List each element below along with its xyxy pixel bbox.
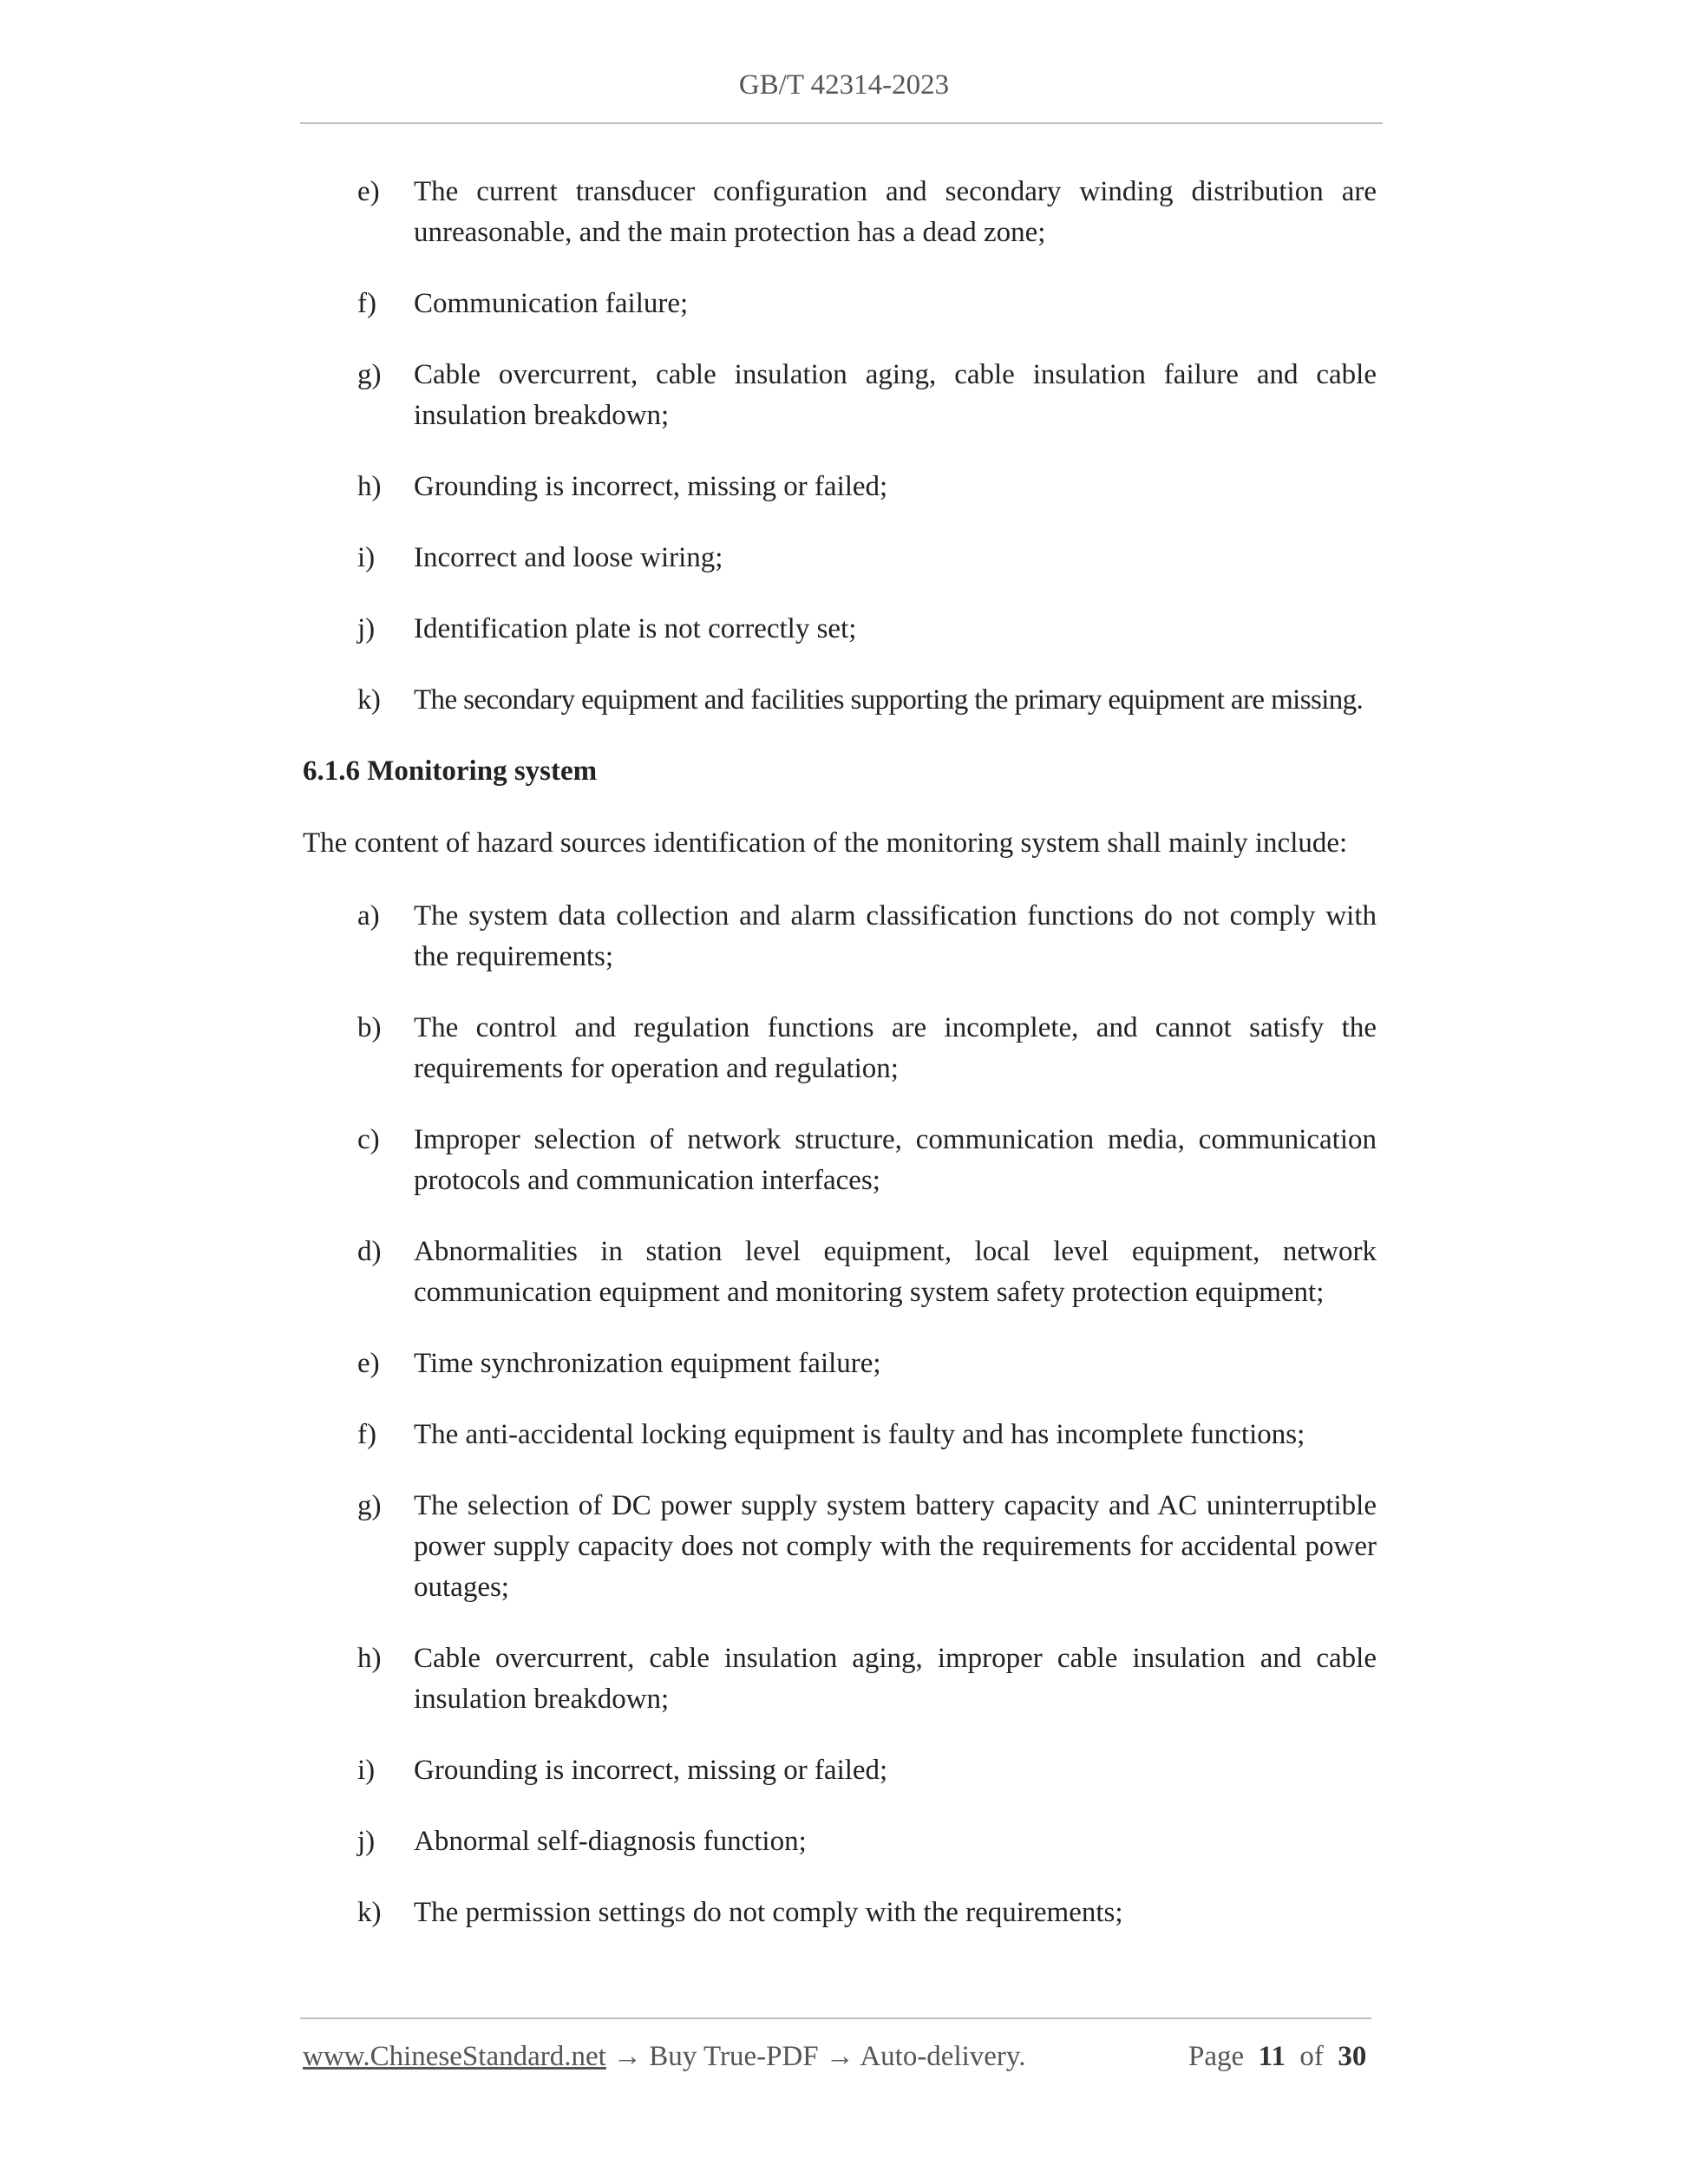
list-item	[357, 1120, 1377, 1201]
list-item	[357, 1344, 1377, 1384]
monitoring-hazard-list	[357, 896, 1377, 1964]
list-item-marker: h)	[357, 471, 382, 502]
list-item-marker: d)	[357, 1236, 382, 1267]
list-item-text: Improper selection of network structure, communication media, communication protocols and communication interfaces;	[414, 1124, 1377, 1196]
list-item	[357, 1008, 1377, 1089]
list-item-text: The permission settings do not comply with the requirements;	[414, 1897, 1123, 1928]
list-item	[357, 1415, 1377, 1455]
buy-true-pdf-text: Buy True-PDF	[649, 2041, 819, 2072]
list-item-text: Cable overcurrent, cable insulation aging, cable insulation failure and cable insulation breakdown;	[414, 359, 1377, 431]
list-item-text: The anti-accidental locking equipment is faulty and has incomplete functions;	[414, 1419, 1305, 1450]
list-item-text: The system data collection and alarm classification functions do not comply with the requirements;	[414, 900, 1377, 972]
list-item-text: Cable overcurrent, cable insulation aging, improper cable insulation and cable insulation breakdown;	[414, 1643, 1377, 1715]
arrow-right-icon: →	[825, 2041, 854, 2072]
list-item-marker: b)	[357, 1012, 382, 1043]
list-item-marker: j)	[357, 613, 376, 644]
list-item	[357, 609, 1377, 650]
list-item-marker: f)	[357, 1419, 376, 1450]
list-item-marker: i)	[357, 1755, 376, 1786]
list-item-text: Incorrect and loose wiring;	[414, 542, 723, 573]
list-item-marker: i)	[357, 542, 376, 573]
list-item-text: The selection of DC power supply system battery capacity and AC uninterruptible power supply capacity does not comply with the requirements for accidental power outages;	[414, 1490, 1377, 1603]
list-item-marker: k)	[357, 1897, 382, 1928]
hazard-list-continued	[357, 172, 1377, 751]
list-item	[357, 538, 1377, 579]
list-item	[357, 1486, 1377, 1608]
list-item	[357, 680, 1377, 721]
page-total: 30	[1338, 2041, 1367, 2072]
page-number: 11	[1258, 2041, 1286, 2072]
list-item-marker: k)	[357, 684, 381, 716]
section-heading: 6.1.6 Monitoring system	[303, 755, 598, 787]
list-item-marker: f)	[357, 288, 376, 319]
list-item	[357, 1638, 1377, 1720]
list-item-marker: g)	[357, 359, 382, 390]
list-item	[357, 1232, 1377, 1313]
footer-divider	[300, 2017, 1371, 2019]
list-item-marker: j)	[357, 1826, 376, 1857]
list-item-marker: h)	[357, 1643, 382, 1674]
list-item	[357, 355, 1377, 436]
page-header-title: GB/T 42314-2023	[738, 69, 950, 101]
arrow-right-icon: →	[613, 2041, 643, 2072]
list-item	[357, 896, 1377, 978]
list-item	[357, 284, 1377, 324]
footer-promo	[303, 2037, 1026, 2077]
list-item-marker: a)	[357, 900, 380, 932]
website-link[interactable]: www.ChineseStandard.net	[303, 2041, 606, 2072]
list-item	[357, 1750, 1377, 1791]
list-item-text: Grounding is incorrect, missing or failed;	[414, 471, 888, 502]
list-item-text: Time synchronization equipment failure;	[414, 1348, 881, 1379]
list-item-marker: e)	[357, 1348, 380, 1379]
list-item-text: The secondary equipment and facilities supporting the primary equipment are missing.	[414, 684, 1364, 716]
list-item-text: Identification plate is not correctly set;	[414, 613, 857, 644]
list-item-marker: g)	[357, 1490, 382, 1521]
list-item-text: Communication failure;	[414, 288, 689, 319]
list-item	[357, 1821, 1377, 1862]
list-item	[357, 172, 1377, 253]
auto-delivery-text: Auto-delivery.	[860, 2041, 1026, 2072]
header-divider	[300, 122, 1383, 124]
section-intro: The content of hazard sources identification of the monitoring system shall mainly include:	[303, 827, 1348, 859]
page-counter	[1188, 2037, 1366, 2077]
list-item	[357, 1893, 1377, 1933]
list-item-marker: e)	[357, 176, 380, 207]
list-item-text: The current transducer configuration and secondary winding distribution are unreasonable, and the main protection has a dead zone;	[414, 176, 1377, 248]
page-label: Page	[1188, 2041, 1245, 2072]
of-label: of	[1299, 2041, 1324, 2072]
list-item-text: Abnormalities in station level equipment, local level equipment, network communication equipment and monitoring system safety protection equipment;	[414, 1236, 1377, 1308]
list-item-text: The control and regulation functions are incomplete, and cannot satisfy the requirements for operation and regulation;	[414, 1012, 1377, 1084]
list-item	[357, 467, 1377, 507]
list-item-marker: c)	[357, 1124, 380, 1155]
list-item-text: Grounding is incorrect, missing or failed;	[414, 1755, 888, 1786]
list-item-text: Abnormal self-diagnosis function;	[414, 1826, 807, 1857]
